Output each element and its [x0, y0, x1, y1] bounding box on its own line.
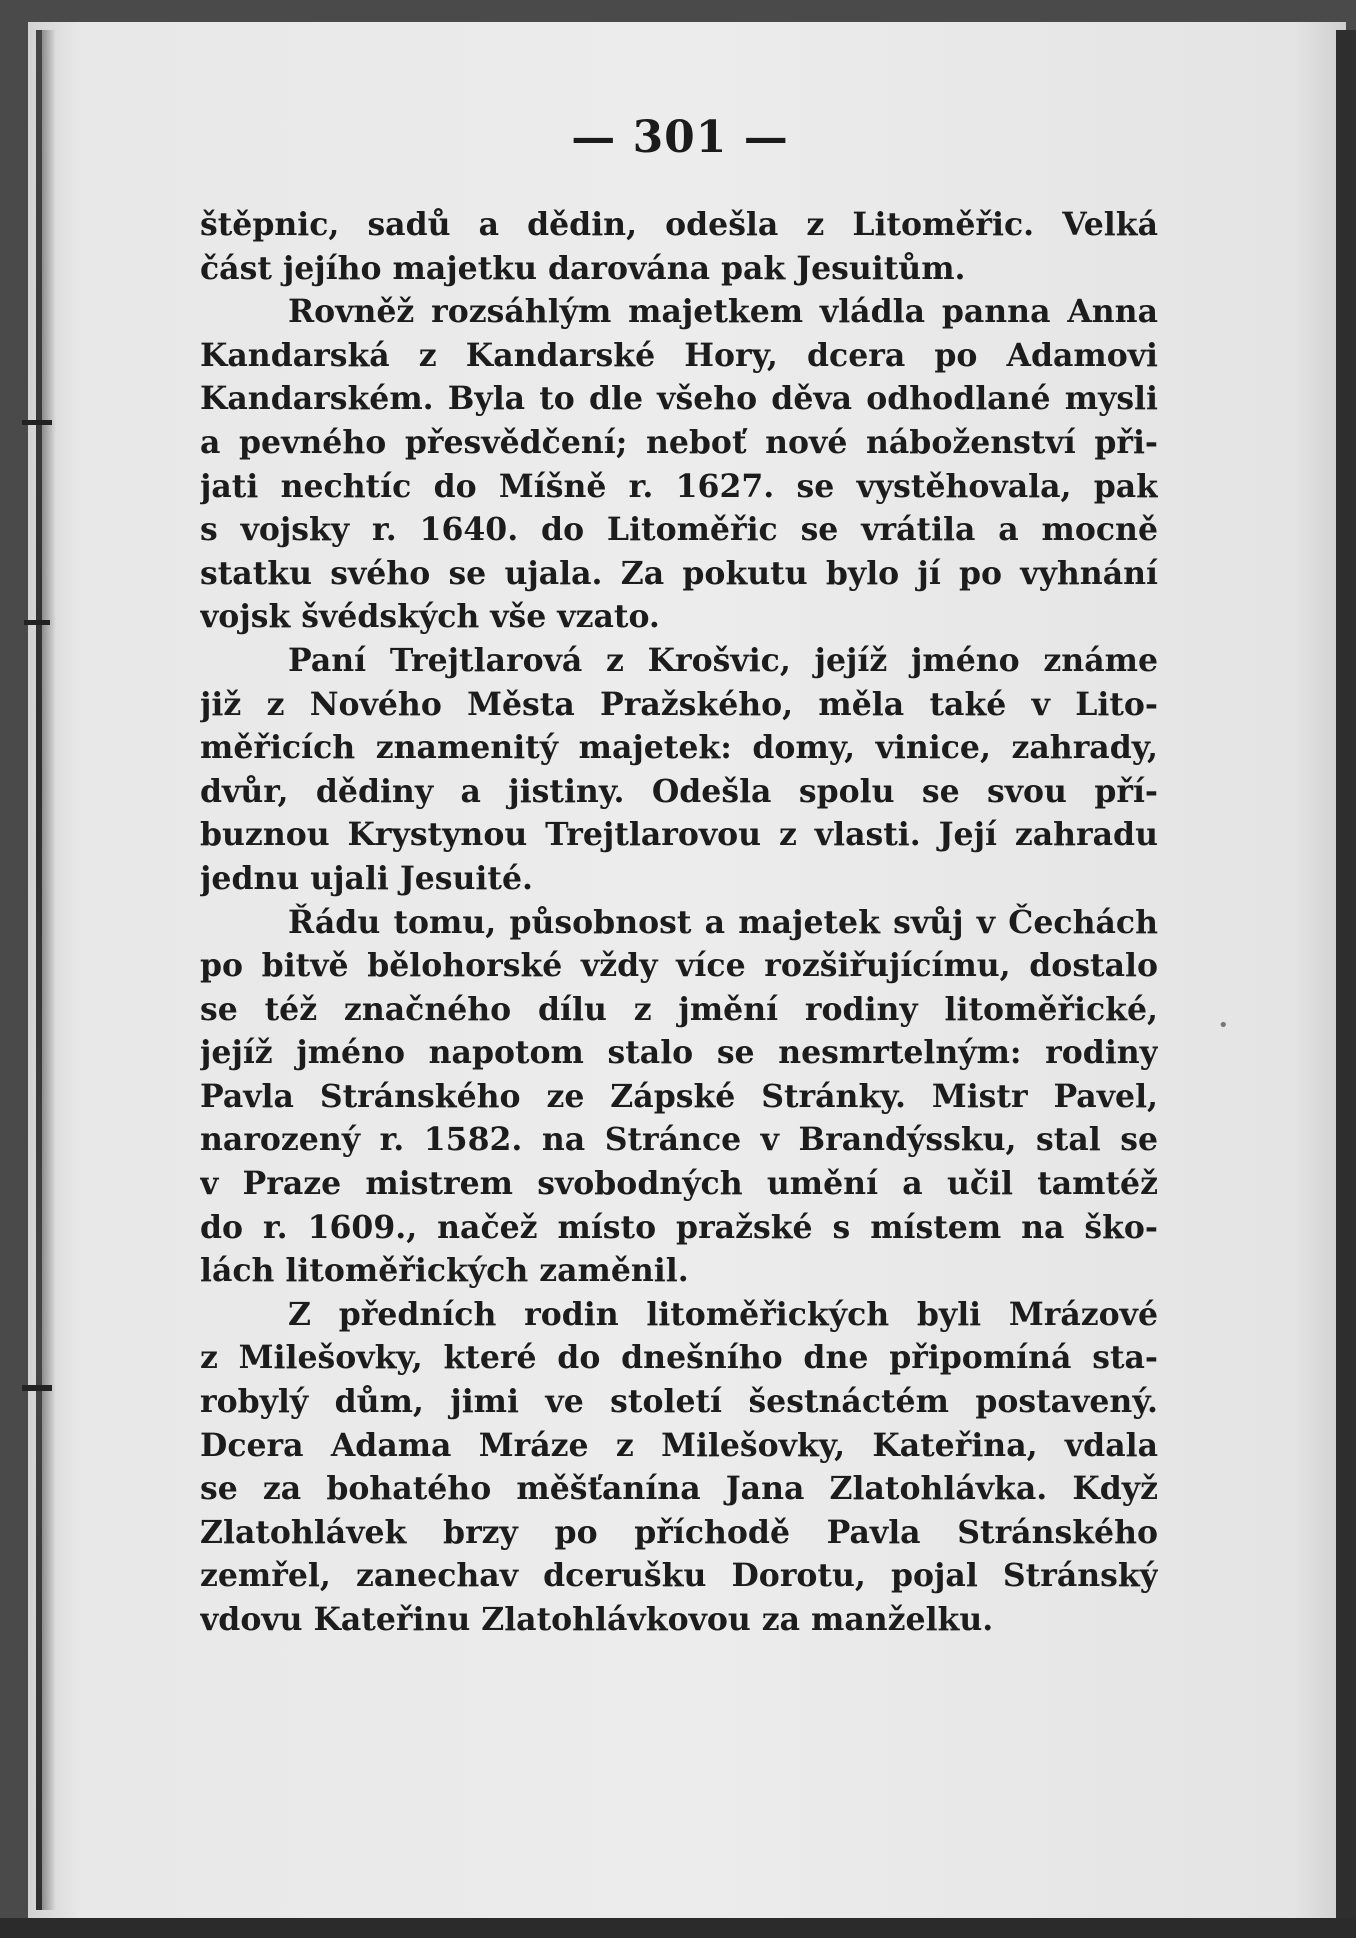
margin-mark: • [1218, 1015, 1229, 1036]
text-line: jati nechtíc do Míšně r. 1627. se vystěhovala, pak [200, 467, 1158, 505]
text-line: robylý dům, jimi ve století šestnáctém postavený. [200, 1383, 1158, 1421]
text-line: Kandarském. Byla to dle všeho děva odhodlané mysli [200, 380, 1158, 418]
text-line: štěpnic, sadů a dědin, odešla z Litoměřic. Velká [200, 206, 1158, 243]
text-line: s vojsky r. 1640. do Litoměřic se vrátila a mocně [200, 511, 1158, 549]
binding-shadow [42, 30, 56, 1910]
text-line: v Praze mistrem svobodných umění a učil tamtéž [200, 1165, 1158, 1203]
text-line: Rovněž rozsáhlým majetkem vládla panna Anna [288, 293, 1158, 331]
text-line: se za bohatého měšťanína Jana Zlatohlávka. Když [200, 1470, 1158, 1508]
text-line: Pavla Stránského ze Zápské Stránky. Mistr Pavel, [200, 1077, 1158, 1115]
text-line: již z Nového Města Pražského, měla také v Lito- [200, 685, 1158, 723]
page-number: — 301 — [571, 112, 789, 163]
text-line: část jejího majetku darována pak Jesuitům. [200, 249, 966, 287]
text-line: statku svého se ujala. Za pokutu bylo jí po vyhnání [200, 554, 1158, 592]
text-line: buznou Krystynou Trejtlarovou z vlasti. Její zahradu [200, 816, 1158, 854]
text-line: narozený r. 1582. na Stránce v Brandýssku, stal se [200, 1121, 1158, 1159]
text-line: Zlatohlávek brzy po příchodě Pavla Stránského [200, 1513, 1158, 1551]
text-line: vdovu Kateřinu Zlatohlávkovou za manželku. [200, 1601, 994, 1638]
text-line: Řádu tomu, působnost a majetek svůj v Čechách [288, 903, 1158, 941]
bottom-page-edge [0, 1918, 1356, 1938]
text-line: dvůr, dědiny a jistiny. Odešla spolu se svou pří- [200, 772, 1158, 810]
text-line: zemřel, zanechav dcerušku Dorotu, pojal Stránský [200, 1557, 1158, 1595]
text-line: vojsk švédských vše vzato. [200, 598, 660, 636]
text-line: Z předních rodin litoměřických byli Mrázové [288, 1295, 1158, 1333]
text-line: po bitvě bělohorské vždy více rozšiřujícímu, dostalo [200, 947, 1158, 985]
text-line: Kandarská z Kandarské Hory, dcera po Adamovi [200, 336, 1158, 374]
binding-thread-mark [22, 1385, 52, 1391]
text-line: měřicích znamenitý majetek: domy, vinice, zahrady, [200, 729, 1158, 767]
text-line: z Milešovky, které do dnešního dne připomíná sta- [200, 1339, 1158, 1377]
binding-thread-mark [22, 420, 52, 425]
text-line: Dcera Adama Mráze z Milešovky, Kateřina, vdala [200, 1426, 1158, 1464]
binding-thread-mark [24, 620, 50, 625]
text-line: lách litoměřických zaměnil. [200, 1252, 689, 1290]
right-page-edge [1336, 30, 1356, 1930]
text-line: jejíž jméno napotom stalo se nesmrtelným: rodiny [200, 1034, 1158, 1072]
text-line: Paní Trejtlarová z Krošvic, jejíž jméno známe [288, 641, 1158, 679]
text-line: jednu ujali Jesuité. [200, 859, 533, 897]
text-line: se též značného dílu z jmění rodiny litoměřické, [200, 990, 1158, 1028]
body-text [200, 203, 1158, 1642]
text-line: a pevného přesvědčení; neboť nové náboženství při- [200, 423, 1158, 461]
text-line: do r. 1609., načež místo pražské s místem na ško- [200, 1208, 1158, 1246]
